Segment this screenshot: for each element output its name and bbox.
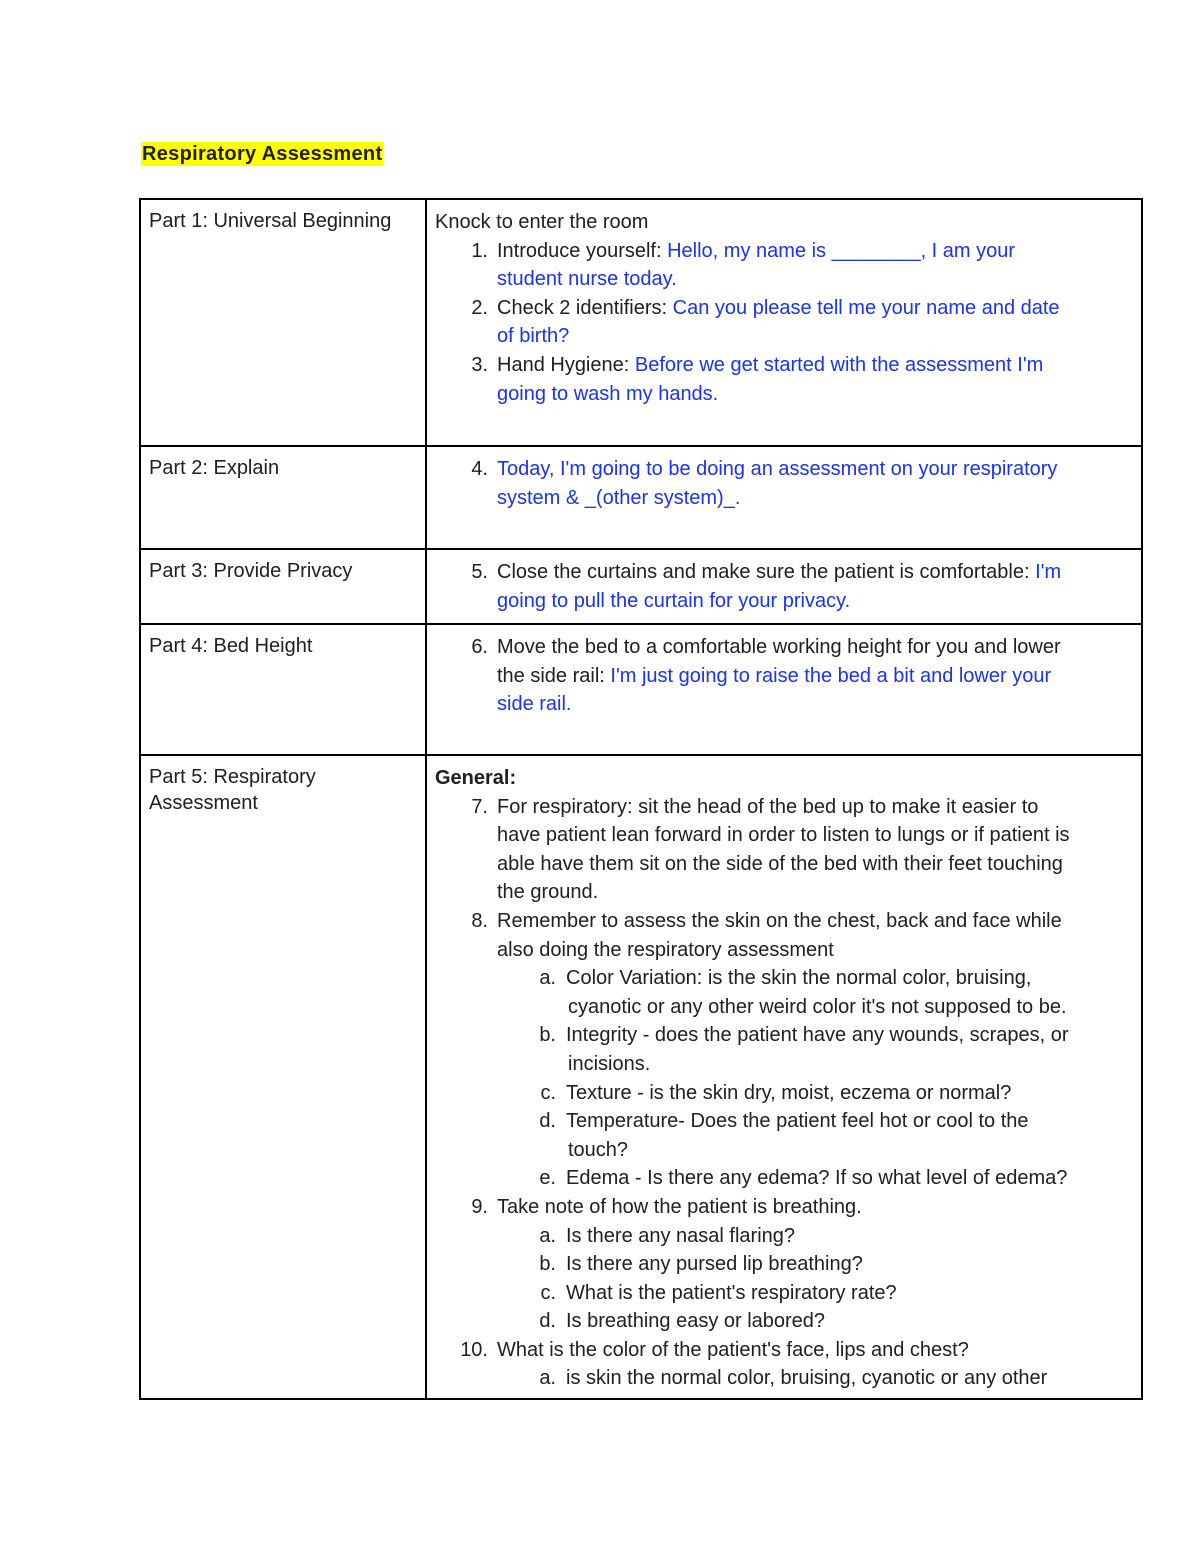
list-item (435, 294, 1133, 323)
script-text: side rail. (497, 693, 572, 716)
item-number: 4. (471, 458, 488, 480)
item-text: Remember to assess the skin on the chest, back and face while (497, 909, 1062, 932)
script-text: Today, I'm going to be doing an assessment on your respiratory (497, 458, 1058, 480)
item-text: able have them sit on the side of the bed with their feet touching (497, 852, 1063, 875)
section-heading: General: (435, 767, 517, 789)
table-row-part-4 (140, 624, 1142, 755)
sub-item-letter: c. (540, 1281, 556, 1304)
assessment-table (139, 198, 1143, 1400)
sub-item-text: Temperature- Does the patient feel hot or cool to the (566, 1110, 1029, 1133)
table-row-part-3 (140, 549, 1142, 624)
sub-item-text: Integrity - does the patient have any wounds, scrapes, or (566, 1024, 1069, 1047)
sub-item-letter: a. (539, 1367, 556, 1390)
sub-item-text: Is there any nasal flaring? (566, 1224, 796, 1247)
item-number: 5. (471, 561, 488, 583)
item-number: 10. (460, 1338, 488, 1361)
list-item (435, 1336, 1133, 1365)
sub-item-letter: a. (539, 967, 556, 990)
item-number: 1. (471, 239, 488, 262)
sub-item-letter: d. (539, 1110, 556, 1133)
sub-list-item (435, 1107, 1133, 1136)
item-number: 8. (471, 909, 488, 932)
table-row-part-2 (140, 446, 1142, 549)
script-text: going to wash my hands. (497, 382, 719, 405)
item-text: Move the bed to a comfortable working height for you and lower (497, 636, 1061, 658)
step-intro: Knock to enter the room (435, 211, 649, 233)
list-item (435, 455, 1133, 484)
table-row-part-5 (140, 755, 1142, 1399)
item-text: have patient lean forward in order to listen to lungs or if patient is (497, 824, 1070, 847)
item-number: 6. (471, 636, 488, 658)
part-label (140, 755, 426, 1399)
script-text: Can you please tell me your name and date (672, 296, 1060, 319)
part-label: Part 3: Provide Privacy (140, 549, 426, 624)
sub-item-text: Is breathing easy or labored? (566, 1310, 826, 1333)
item-text: For respiratory: sit the head of the bed up to make it easier to (497, 795, 1039, 818)
sub-item-letter: a. (539, 1224, 556, 1247)
item-number: 3. (471, 353, 488, 376)
sub-list-item (435, 1164, 1133, 1193)
item-text: Introduce yourself: (497, 239, 668, 262)
step-cell (426, 446, 1142, 549)
script-text: going to pull the curtain for your privacy. (497, 589, 851, 612)
item-text: Take note of how the patient is breathing. (497, 1195, 862, 1218)
sub-item-text: What is the patient's respiratory rate? (566, 1281, 897, 1304)
script-text: I'm just going to raise the bed a bit and lower your (610, 664, 1052, 687)
step-cell (426, 199, 1142, 446)
list-item (435, 237, 1133, 266)
part-label: Part 1: Universal Beginning (140, 199, 426, 446)
sub-item-text: Color Variation: is the skin the normal color, bruising, (566, 967, 1032, 990)
script-text: student nurse today. (497, 268, 677, 291)
sub-list-item (435, 1079, 1133, 1108)
list-item (435, 351, 1133, 380)
sub-item-text: Edema - Is there any edema? If so what level of edema? (566, 1167, 1068, 1190)
item-number: 2. (471, 296, 488, 319)
item-text: Hand Hygiene: (497, 353, 635, 376)
item-text: also doing the respiratory assessment (497, 938, 834, 961)
table-row-part-1 (140, 199, 1142, 446)
sub-item-letter: e. (539, 1167, 556, 1190)
part-label-line: Part 5: Respiratory (149, 766, 316, 788)
part-label-line: Assessment (149, 792, 258, 814)
sub-item-text: incisions. (568, 1052, 651, 1075)
item-text: the ground. (497, 881, 599, 904)
sub-item-letter: d. (539, 1310, 556, 1333)
item-text: the side rail: (497, 664, 611, 687)
list-item (435, 1193, 1133, 1222)
item-number: 7. (471, 795, 488, 818)
item-text: What is the color of the patient's face, lips and chest? (497, 1338, 969, 1361)
step-cell (426, 624, 1142, 755)
sub-item-text: cyanotic or any other weird color it's not supposed to be. (568, 995, 1067, 1018)
sub-item-text: touch? (568, 1138, 629, 1161)
sub-list-item (435, 1021, 1133, 1050)
list-item (435, 907, 1133, 936)
script-text: Before we get started with the assessment I'm (634, 353, 1044, 376)
step-cell (426, 549, 1142, 624)
sub-list-item (435, 1222, 1133, 1251)
sub-list-item (435, 1364, 1133, 1393)
sub-item-text: is skin the normal color, bruising, cyanotic or any other (566, 1367, 1048, 1390)
script-text: of birth? (497, 325, 570, 348)
item-text: Check 2 identifiers: (497, 296, 673, 319)
sub-item-letter: b. (539, 1253, 556, 1276)
sub-item-letter: c. (540, 1081, 556, 1104)
part-label: Part 2: Explain (140, 446, 426, 549)
document-title: Respiratory Assessment (142, 143, 383, 165)
sub-item-letter: b. (539, 1024, 556, 1047)
script-text: Hello, my name is ________, I am your (667, 239, 1016, 262)
sub-list-item (435, 1307, 1133, 1336)
item-text: Close the curtains and make sure the patient is comfortable: (497, 561, 1036, 583)
list-item (435, 558, 1133, 587)
sub-item-text: Texture - is the skin dry, moist, eczema or normal? (566, 1081, 1012, 1104)
item-number: 9. (471, 1195, 488, 1218)
sub-item-text: Is there any pursed lip breathing? (566, 1253, 863, 1276)
step-cell (426, 755, 1142, 1399)
script-text: I'm (1035, 561, 1062, 583)
list-item (435, 793, 1133, 822)
sub-list-item (435, 964, 1133, 993)
script-text: system & _(other system)_. (497, 486, 741, 509)
list-item (435, 633, 1133, 662)
sub-list-item (435, 1279, 1133, 1308)
sub-list-item (435, 1250, 1133, 1279)
list-item-continuation (435, 662, 1133, 691)
part-label: Part 4: Bed Height (140, 624, 426, 755)
